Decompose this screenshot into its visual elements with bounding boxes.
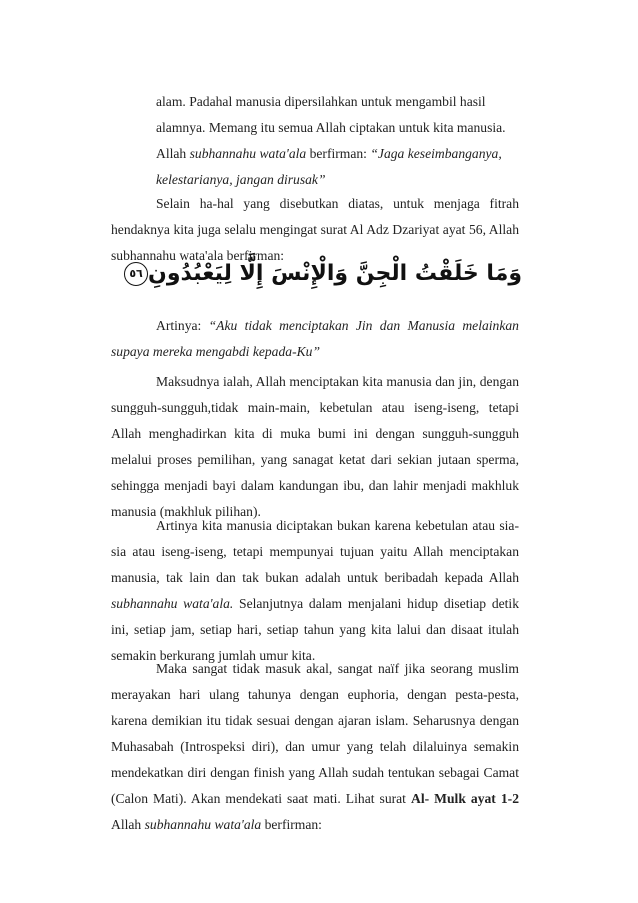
paragraph-intro xyxy=(156,89,519,193)
translation-quote: “Aku tidak menciptakan Jin dan Manusia melainkan supaya mereka mengabdi kepada-Ku” xyxy=(111,318,519,359)
intro-line-1: alam. Padahal manusia dipersilahkan untuk mengambil hasil xyxy=(156,94,486,109)
surah-reference: Al- Mulk ayat 1-2 xyxy=(411,791,519,806)
paragraph-maksudnya: Maksudnya ialah, Allah menciptakan kita manusia dan jin, dengan sungguh-sungguh,tidak main-main, kebetulan atau iseng-iseng, tetapi Allah menghadirkan kita di muka bumi ini dengan sungguh-sungguh melalui proses pemilihan, yang sanagat ketat dari sekian jutaan sperma, sehingga menjadi bayi dalam kandungan ibu, dan lahir menjadi makhluk manusia (makhluk pilihan). xyxy=(111,374,519,519)
paragraph-artinya: Artinya: “Aku tidak menciptakan Jin dan Manusia melainkan supaya mereka mengabdi kepada-Ku” xyxy=(111,318,519,359)
paragraph-selain: Selain ha-hal yang disebutkan diatas, untuk menjaga fitrah hendaknya kita juga selalu mengingat surat Al Adz Dzariyat ayat 56, Allah subhannahu wata'ala berfirman: xyxy=(111,196,519,263)
intro-line-4: kelestarianya, jangan dirusak” xyxy=(156,172,326,187)
intro-line-2: alamnya. Memang itu semua Allah ciptakan untuk kita manusia. xyxy=(156,120,506,135)
arabic-verse-text: وَمَا خَلَقْتُ الْجِنَّ وَالْإِنْسَ إِلَّا لِيَعْبُدُونِ xyxy=(148,261,522,286)
paragraph-artinya-kita: Artinya kita manusia diciptakan bukan karena kebetulan atau sia-sia atau iseng-iseng, tetapi mempunyai tujuan yaitu Allah menciptakan manusia, tak lain dan tak bukan adalah untuk beribadah kepada Allah subhannahu wata'ala. Selanjutnya dalam menjalani hidup disetiap detik ini, setiap jam, setiap hari, setiap tahun yang kita lalui dan disaat itulah semakin berkurang jumlah umur kita. xyxy=(111,518,519,663)
intro-line-3: Allah subhannahu wata'ala berfirman: “Jaga keseimbanganya, xyxy=(156,146,502,161)
paragraph-maka: Maka sangat tidak masuk akal, sangat naïf jika seorang muslim merayakan hari ulang tahunya dengan euphoria, dengan pesta-pesta, karena demikian itu tidak sesuai dengan ajaran islam. Seharusnya dengan Muhasabah (Introspeksi diri), dan umur yang telah dilaluinya semakin mendekatkan diri dengan finish yang Allah sudah tentukan sebagai Camat (Calon Mati). Akan mendekati saat mati. Lihat surat Al- Mulk ayat 1-2 Allah subhannahu wata'ala berfirman: xyxy=(111,661,519,832)
ayah-number-badge: ٥٦ xyxy=(124,262,148,286)
arabic-verse xyxy=(129,252,522,296)
